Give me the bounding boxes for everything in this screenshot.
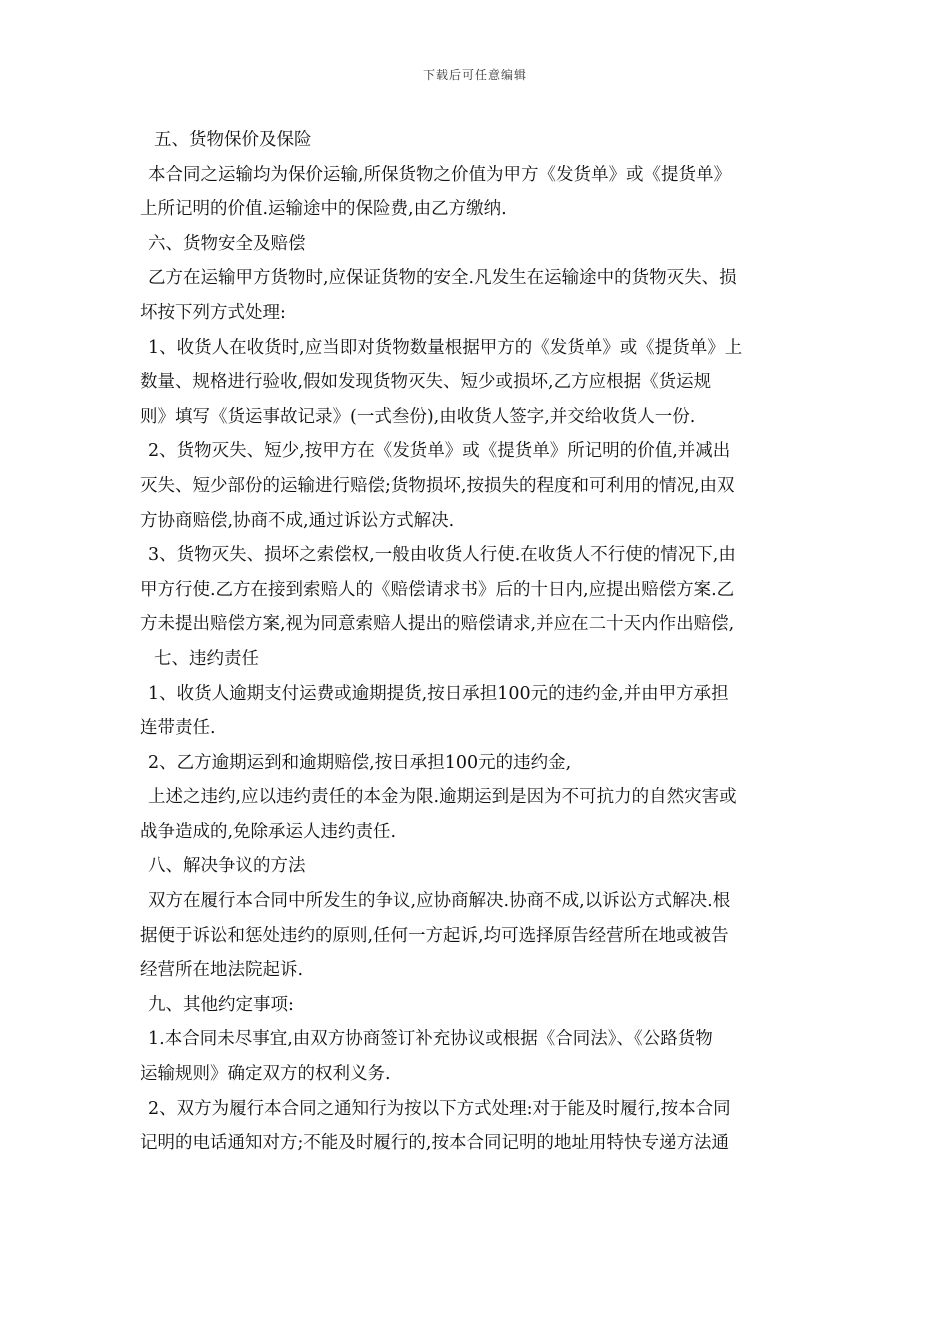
text-line: 灭失、短少部份的运输进行赔偿;货物损坏,按损失的程度和可利用的情况,由双 <box>140 475 735 496</box>
text-line: 方未提出赔偿方案,视为同意索赔人提出的赔偿请求,并应在二十天内作出赔偿, <box>140 614 735 635</box>
text-line: 3、货物灭失、损坏之索偿权,一般由收货人行使.在收货人不行使的情况下,由 <box>148 545 736 566</box>
text-line: 乙方在运输甲方货物时,应保证货物的安全.凡发生在运输途中的货物灭失、损 <box>148 268 737 289</box>
text-line: 连带责任. <box>140 718 216 739</box>
text-line: 2、货物灭失、短少,按甲方在《发货单》或《提货单》所记明的价值,并减出 <box>148 441 731 462</box>
text-line: 方协商赔偿,协商不成,通过诉讼方式解决. <box>140 510 455 531</box>
text-line: 2、乙方逾期运到和逾期赔偿,按日承担100元的违约金, <box>148 752 572 773</box>
text-line: 据便于诉讼和惩处违约的原则,任何一方起诉,均可选择原告经营所在地或被告 <box>140 925 729 946</box>
text-line: 甲方行使.乙方在接到索赔人的《赔偿请求书》后的十日内,应提出赔偿方案.乙 <box>140 579 735 600</box>
text-line: 2、双方为履行本合同之通知行为按以下方式处理:对于能及时履行,按本合同 <box>148 1098 731 1119</box>
text-line: 1.本合同未尽事宜,由双方协商签订补充协议或根据《合同法》、《公路货物 <box>148 1029 713 1050</box>
document-body <box>140 123 810 1161</box>
text-line: 1、收货人在收货时,应当即对货物数量根据甲方的《发货单》或《提货单》上 <box>148 337 743 358</box>
text-line: 九、其他约定事项: <box>148 994 294 1015</box>
text-line: 数量、规格进行验收,假如发现货物灭失、短少或损坏,乙方应根据《货运规 <box>140 372 712 393</box>
text-line: 上述之违约,应以违约责任的本金为限.逾期运到是因为不可抗力的自然灾害或 <box>148 787 737 808</box>
text-line: 本合同之运输均为保价运输,所保货物之价值为甲方《发货单》或《提货单》 <box>148 164 732 185</box>
text-line: 双方在履行本合同中所发生的争议,应协商解决.协商不成,以诉讼方式解决.根 <box>148 891 731 912</box>
text-line: 则》填写《货运事故记录》(一式叁份),由收货人签字,并交给收货人一份. <box>140 406 696 427</box>
text-line: 八、解决争议的方法 <box>148 856 306 877</box>
text-line: 经营所在地法院起诉. <box>140 960 304 981</box>
text-line: 坏按下列方式处理: <box>140 302 286 323</box>
text-line: 战争造成的,免除承运人违约责任. <box>140 821 397 842</box>
text-line: 运输规则》确定双方的权利义务. <box>140 1064 391 1085</box>
page-header: 下载后可任意编辑 <box>422 68 527 82</box>
text-line: 六、货物安全及赔偿 <box>148 233 306 254</box>
text-line: 七、违约责任 <box>154 648 259 669</box>
text-line: 五、货物保价及保险 <box>154 130 312 150</box>
text-line: 上所记明的价值.运输途中的保险费,由乙方缴纳. <box>140 199 507 220</box>
text-line: 记明的电话通知对方;不能及时履行的,按本合同记明的地址用特快专递方法通 <box>140 1133 729 1154</box>
text-line: 1、收货人逾期支付运费或逾期提货,按日承担100元的违约金,并由甲方承担 <box>148 683 729 704</box>
